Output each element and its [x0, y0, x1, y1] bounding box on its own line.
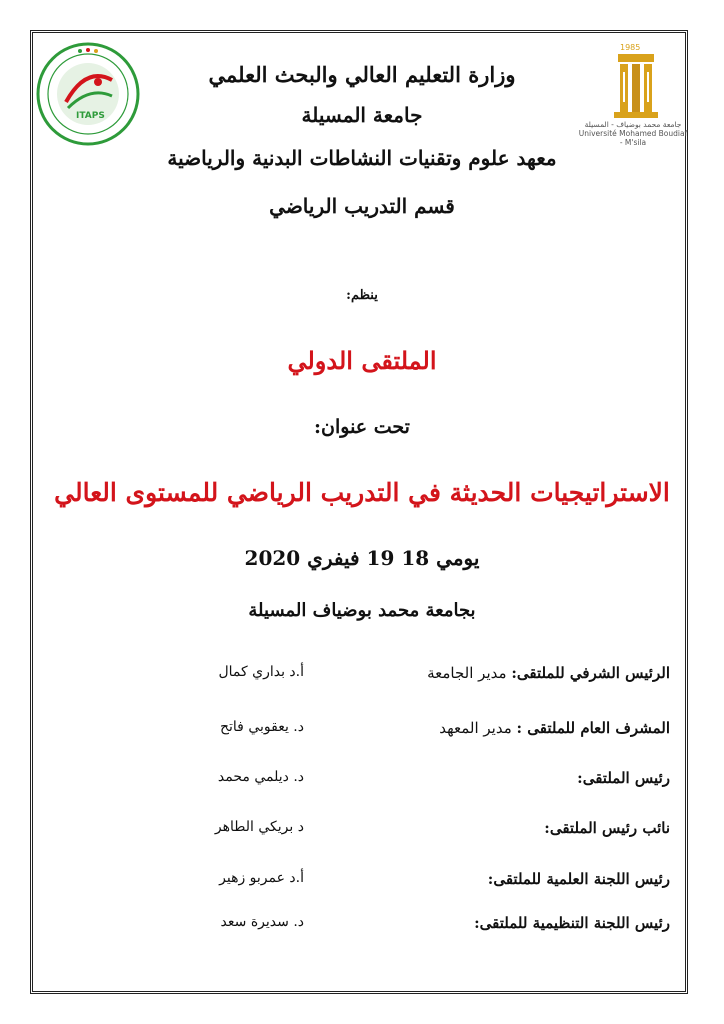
institute-title: معهد علوم وتقنيات النشاطات البدنية والرياضية	[167, 146, 557, 170]
committee-role: رئيس اللجنة العلمية للملتقى:	[487, 870, 670, 888]
committee-role: رئيس الملتقى:	[577, 769, 670, 787]
university-caption-ar: جامعة محمد بوضياف - المسيلة	[584, 120, 682, 129]
committee-role: المشرف العام للملتقى :	[516, 719, 670, 737]
committee-row-2-person: د. يعقوبي فاتح	[219, 719, 304, 735]
committee-row-3-person: د. ديلمي محمد	[217, 769, 304, 785]
page-border	[30, 30, 688, 994]
department-title: قسم التدريب الرياضي	[269, 194, 455, 218]
committee-row-1-person: أ.د بداري كمال	[218, 664, 304, 680]
committee-role: نائب رئيس الملتقى:	[544, 819, 670, 837]
event-type: الملتقى الدولي	[287, 346, 437, 375]
committee-row-6-person: د. سديرة سعد	[220, 914, 304, 930]
organizes-label: ينظم:	[346, 288, 378, 303]
committee-row-6-role	[474, 914, 670, 932]
committee-role-note: مدير الجامعة	[427, 664, 507, 682]
conference-title: الاستراتيجيات الحديثة في التدريب الرياضي للمستوى العالي	[54, 478, 670, 507]
institute-logo	[36, 42, 140, 146]
university-title: جامعة المسيلة	[301, 103, 423, 127]
committee-role: رئيس اللجنة التنظيمية للملتقى:	[474, 914, 670, 932]
committee-row-4-person: د بريكي الطاهر	[214, 819, 304, 835]
committee-row-1-role	[427, 664, 670, 682]
institute-logo-text: ITAPS	[76, 111, 105, 121]
university-caption-fr: Université Mohamed Boudiaf - M'sila	[578, 129, 688, 147]
committee-row-3-role	[577, 769, 670, 787]
committee-row-5-role	[488, 870, 670, 888]
committee-row-5-person: أ.د عمربو زهير	[219, 870, 304, 886]
conference-dates: يومي 18 19 فيفري 2020	[244, 546, 480, 570]
conference-venue: بجامعة محمد بوضياف المسيلة	[248, 600, 476, 621]
committee-role: الرئيس الشرفي للملتقى:	[511, 664, 670, 682]
under-title-label: تحت عنوان:	[314, 416, 410, 438]
committee-row-2-role	[439, 719, 670, 737]
university-logo-year: 1985	[620, 43, 641, 52]
committee-row-4-role	[544, 819, 670, 837]
ministry-title: وزارة التعليم العالي والبحث العلمي	[208, 62, 516, 87]
committee-role-note: مدير المعهد	[439, 719, 512, 737]
